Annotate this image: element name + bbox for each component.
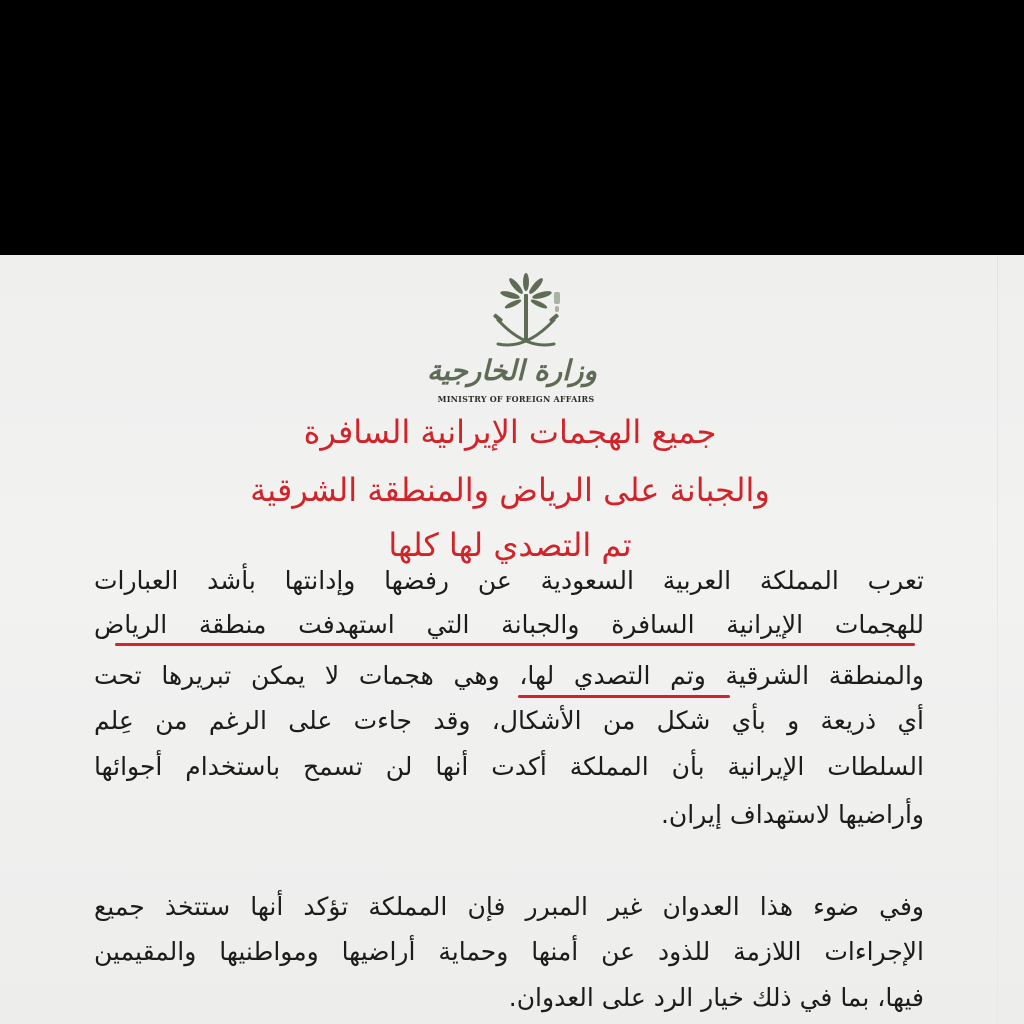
paragraph1-line-5: السلطات الإيرانية بأن المملكة أكدت أنها لن تسمح باستخدام أجوائها	[94, 752, 924, 781]
paragraph1-line-2: للهجمات الإيرانية السافرة والجبانة التي استهدفت منطقة الرياض	[94, 610, 924, 639]
paragraph1-line-1: تعرب المملكة العربية السعودية عن رفضها وإدانتها بأشد العبارات	[94, 566, 924, 595]
paragraph2-line-1: وفي ضوء هذا العدوان غير المبرر فإن المملكة تؤكد أنها ستتخذ جميع	[94, 892, 924, 921]
headline-line-2: والجبانة على الرياض والمنطقة الشرقية	[250, 471, 770, 509]
paragraph2-line-2: الإجراءات اللازمة للذود عن أمنها وحماية أراضيها ومواطنيها والمقيمين	[94, 937, 924, 966]
saudi-emblem-icon	[488, 268, 564, 360]
headline-line-1: جميع الهجمات الإيرانية السافرة	[303, 413, 717, 451]
highlight-underline-2	[518, 695, 730, 698]
ministry-arabic-wordmark: وزارة الخارجية	[427, 354, 597, 387]
highlight-underline-1	[115, 643, 915, 646]
ministry-english-wordmark: MINISTRY OF FOREIGN AFFAIRS	[437, 394, 595, 404]
palm-swords-icon	[488, 268, 564, 360]
paragraph1-line-4: أي ذريعة و بأي شكل من الأشكال، وقد جاءت على الرغم من عِلم	[94, 706, 924, 735]
paragraph2-line-3: فيها، بما في ذلك خيار الرد على العدوان.	[508, 983, 924, 1012]
paper-crease	[997, 255, 998, 1024]
paragraph1-line-6: وأراضيها لاستهداف إيران.	[660, 800, 924, 829]
headline-line-3: تم التصدي لها كلها	[388, 526, 632, 564]
paragraph1-line-3: والمنطقة الشرقية وتم التصدي لها، وهي هجمات لا يمكن تبريرها تحت	[94, 661, 924, 690]
top-black-band	[0, 0, 1024, 255]
